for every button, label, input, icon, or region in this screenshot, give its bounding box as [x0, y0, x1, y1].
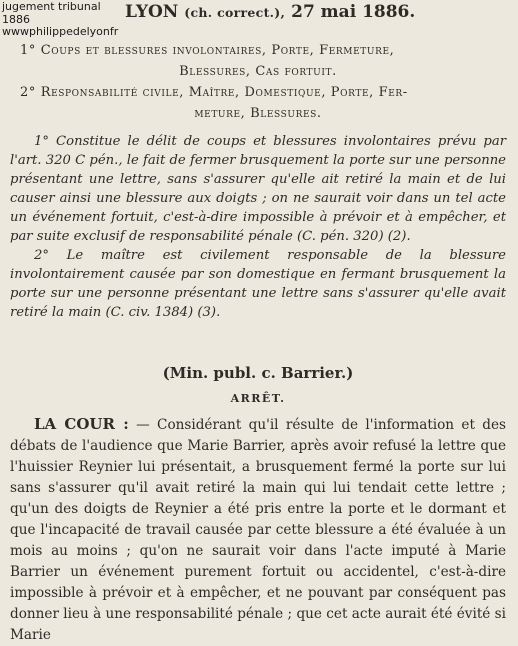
caption-line-site: wwwphilippedelyonfr	[2, 25, 119, 38]
case-parties: (Min. publ. c. Barrier.)	[162, 364, 354, 382]
note-paragraph-1: 1° Constitue le délit de coups et blessures involontaires prévu par l'art. 320 C pén., le fait de fermer brusquement la porte sur une personne présentant une lettre, sans s'assurer qu'elle ait retiré la main et de lui causer ainsi une blessure aux doigts ; on ne saurait voir dans un tel acte un événement fortuit, c'est-à-dire impossible à prévoir et à empêcher, et par suite exclusif de responsabilité pénale (C. pén. 320) (2).	[10, 134, 506, 244]
watermark-caption	[2, 1, 118, 39]
header-date: 27 mai 1886.	[291, 2, 416, 22]
caption-line-year: 1886	[2, 12, 30, 26]
caption-line-title: jugement tribunal	[2, 0, 101, 13]
legal-notes	[10, 132, 506, 322]
header-court: (ch. correct.),	[184, 5, 286, 20]
body-text: — Considérant qu'il résulte de l'information et des débats de l'audience que Marie Barrier, après avoir refusé la lettre que l'huissier Reynier lui présentait, a brusquement fermé la porte sur lui sans s'assurer qu'il avait retiré la main qui lui tendait cette lettre ; qu'un des doigts de Reynier a été pris entre la porte et le dormant et que l'incapacité de travail causée par cette blessure a été évaluée à un mois au moins ; qu'on ne saurait voir dans l'acte imputé à Marie Barrier un événement purement fortuit ou accidentel, c'est-à-dire impossible à prévoir et à empêcher, et ne pouvant par conséquent pas donner lieu à une responsabilité pénale ; que cet acte aurait été évité si Marie	[10, 417, 506, 643]
header-city: LYON	[125, 2, 179, 22]
body-lead: LA COUR :	[34, 415, 129, 433]
judgment-header	[125, 2, 515, 22]
summary-item-2-cont: meture, Blessures.	[194, 106, 322, 121]
summary-headnotes	[10, 40, 506, 124]
arret-heading: ARRÊT.	[230, 392, 286, 405]
summary-item-1: 1° Coups et blessures involontaires, Porte, Fermeture,	[20, 43, 395, 58]
summary-item-1-cont: Blessures, Cas fortuit.	[179, 64, 337, 79]
judgment-body	[10, 414, 506, 646]
summary-item-2: 2° Responsabilité civile, Maître, Domestique, Porte, Fer-	[20, 85, 408, 100]
note-paragraph-2: 2° Le maître est civilement responsable de la blessure involontairement causée par son domestique en fermant brusquement la porte sur une personne présentant une lettre sans s'assurer qu'elle avait retiré la main (C. civ. 1384) (3).	[10, 248, 506, 320]
